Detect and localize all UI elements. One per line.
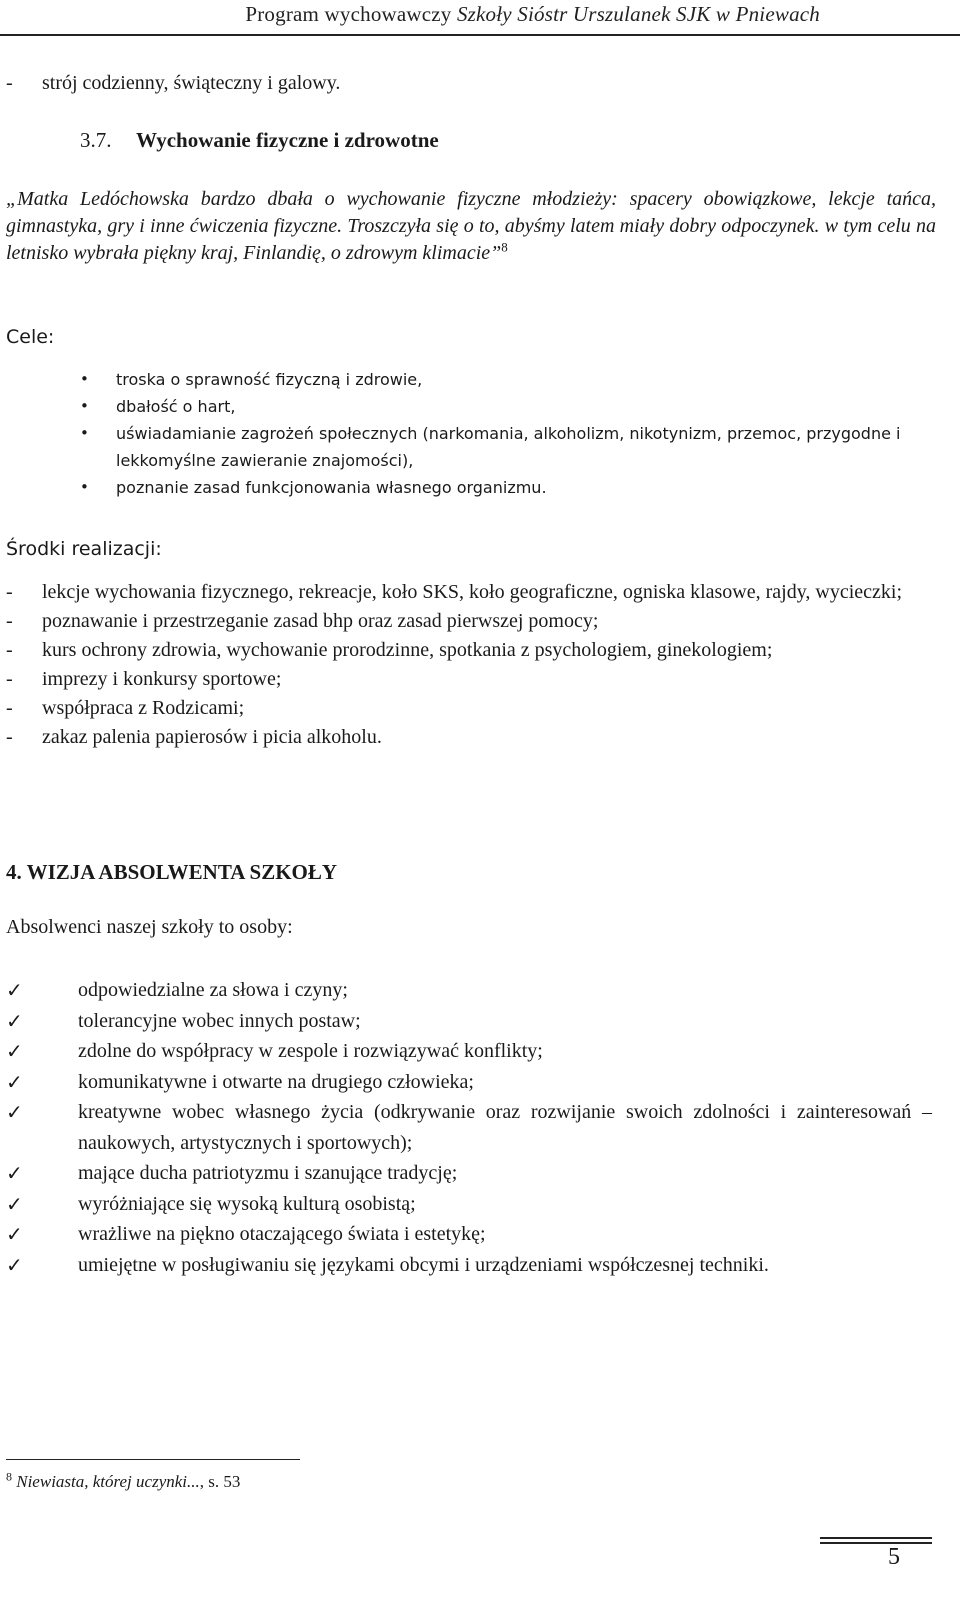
vision-text: zdolne do współpracy w zespole i rozwiązywać konflikty; (78, 1040, 543, 1062)
header-title-regular: Program wychowawczy (245, 2, 457, 26)
section-title: Wychowanie fizyczne i zdrowotne (136, 128, 439, 152)
list-item (6, 607, 936, 636)
list-item (80, 366, 940, 393)
list-item (6, 578, 936, 607)
footnote-rest: , s. 53 (199, 1472, 241, 1491)
list-item (80, 420, 940, 474)
list-item (6, 1158, 932, 1189)
goal-text: troska o sprawność fizyczną i zdrowie, (116, 370, 423, 389)
list-item (6, 1036, 932, 1067)
list-item (6, 1067, 932, 1098)
list-item (6, 975, 932, 1006)
footnote-number: 8 (6, 1469, 12, 1484)
page-number: 5 (888, 1544, 900, 1570)
vision-text: mające ducha patriotyzmu i szanujące tradycję; (78, 1162, 458, 1184)
vision-text: wrażliwe na piękno otaczającego świata i estetykę; (78, 1223, 486, 1245)
checkmark-icon: ✓ (6, 978, 23, 1002)
vision-list (6, 975, 932, 1280)
means-text: imprezy i konkursy sportowe; (42, 668, 282, 690)
bullet-icon: • (80, 397, 89, 415)
footnote-divider (6, 1459, 300, 1460)
page-header (0, 0, 960, 36)
goal-text: dbałość o hart, (116, 397, 236, 416)
list-item (6, 723, 936, 752)
footnote (6, 1469, 241, 1492)
list-item (6, 665, 936, 694)
list-item (80, 393, 940, 420)
header-title (245, 2, 820, 27)
bullet-icon: • (80, 424, 89, 442)
list-item (6, 1219, 932, 1250)
intro-text: strój codzienny, świąteczny i galowy. (42, 72, 341, 94)
page-number-rule-bottom (820, 1542, 932, 1544)
vision-text: tolerancyjne wobec innych postaw; (78, 1009, 361, 1032)
checkmark-icon: ✓ (6, 1252, 23, 1277)
checkmark-icon: ✓ (6, 1069, 23, 1094)
bullet-icon: • (80, 478, 89, 496)
means-text: zakaz palenia papierosów i picia alkoholu. (42, 726, 382, 748)
list-item (80, 474, 940, 501)
goal-text: poznanie zasad funkcjonowania własnego organizmu. (116, 478, 547, 497)
quote-text: „Matka Ledóchowska bardzo dbała o wychowanie fizyczne młodzieży: spacery obowiązkowe, lekcje tańca, gimnastyka, gry i inne ćwiczenia fizyczne. Troszczyła się o to, abyśmy latem miały dobry odpoczynek. w tym celu na letnisko wybrała piękny kraj, Finlandię, o zdrowym klimacie” (6, 188, 936, 264)
checkmark-icon: ✓ (6, 1222, 23, 1246)
quote-footnote-ref: 8 (501, 239, 508, 255)
checkmark-icon: ✓ (6, 1039, 23, 1063)
header-title-italic: Szkoły Sióstr Urszulanek SJK w Pniewach (456, 2, 820, 26)
means-heading: Środki realizacji: (6, 538, 162, 560)
bullet-icon: • (80, 370, 89, 388)
means-text: kurs ochrony zdrowia, wychowanie prorodzinne, spotkania z psychologiem, ginekologiem; (42, 639, 773, 661)
goals-list (80, 366, 940, 501)
dash-marker: - (6, 668, 13, 690)
vision-title: 4. WIZJA ABSOLWENTA SZKOŁY (6, 860, 338, 884)
list-item (6, 1189, 932, 1220)
means-text: poznawanie i przestrzeganie zasad bhp oraz zasad pierwszej pomocy; (42, 610, 599, 632)
dash-marker: - (6, 610, 13, 632)
list-item (6, 694, 936, 723)
footnote-title: Niewiasta, której uczynki... (16, 1472, 200, 1491)
goals-heading: Cele: (6, 326, 55, 348)
intro-dash: - (6, 72, 13, 94)
section-number: 3.7. (80, 128, 112, 152)
dash-marker: - (6, 581, 13, 603)
checkmark-icon: ✓ (6, 1008, 23, 1033)
list-item (6, 1006, 932, 1037)
checkmark-icon: ✓ (6, 1161, 23, 1185)
checkmark-icon: ✓ (6, 1100, 23, 1124)
vision-intro: Absolwenci naszej szkoły to osoby: (6, 916, 293, 938)
checkmark-icon: ✓ (6, 1191, 23, 1216)
list-item (6, 1250, 932, 1281)
means-text: współpraca z Rodzicami; (42, 697, 245, 719)
quote-paragraph (6, 186, 936, 267)
dash-marker: - (6, 697, 13, 719)
means-text: lekcje wychowania fizycznego, rekreacje, koło SKS, koło geograficzne, ogniska klasowe, rajdy, wycieczki; (42, 581, 903, 603)
dash-marker: - (6, 639, 13, 661)
list-item (6, 636, 936, 665)
vision-text: kreatywne wobec własnego życia (odkrywanie oraz rozwijanie swoich zdolności i zainteresowań – naukowych, artystycznych i sportowych); (78, 1101, 932, 1154)
vision-text: komunikatywne i otwarte na drugiego człowieka; (78, 1070, 474, 1093)
dash-marker: - (6, 726, 13, 748)
vision-text: umiejętne w posługiwaniu się językami obcymi i urządzeniami współczesnej techniki. (78, 1253, 769, 1276)
vision-text: wyróżniające się wysoką kulturą osobistą; (78, 1192, 416, 1215)
page-number-rule-top (820, 1537, 932, 1539)
means-list (6, 578, 936, 752)
vision-text: odpowiedzialne za słowa i czyny; (78, 979, 348, 1001)
list-item (6, 1097, 932, 1158)
goal-text: uświadamianie zagrożeń społecznych (narkomania, alkoholizm, nikotynizm, przemoc, przygodne i lekkomyślne zawieranie znajomości), (116, 424, 901, 470)
